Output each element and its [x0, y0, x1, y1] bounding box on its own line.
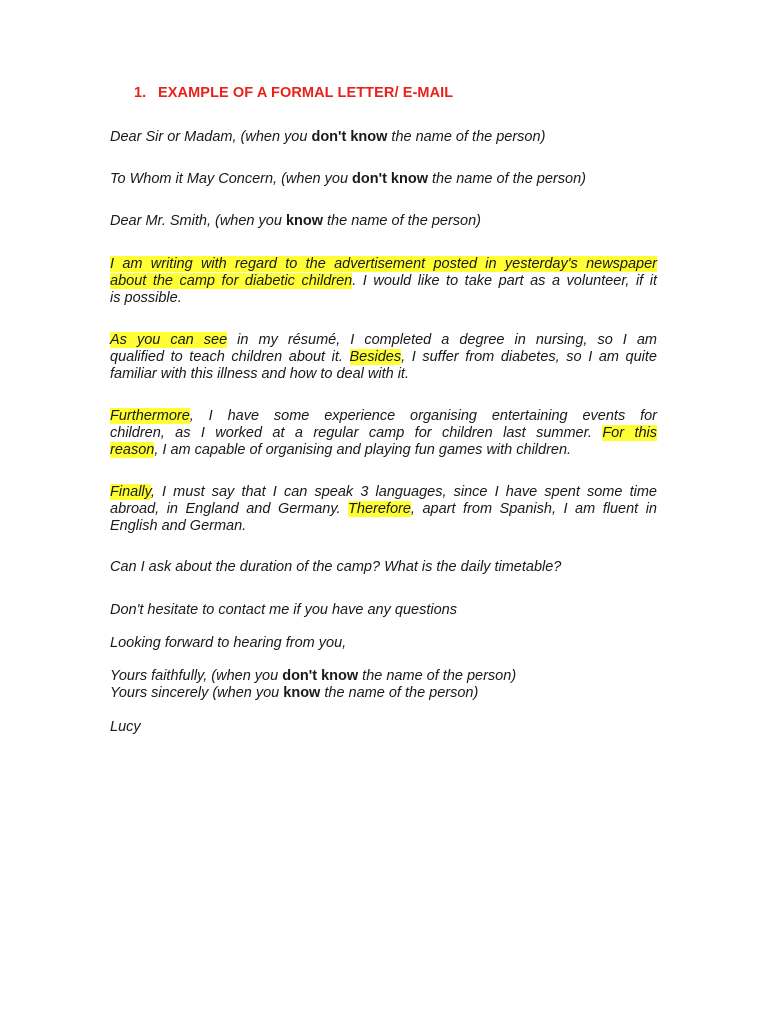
paragraph-intro: I am writing with regard to the advertisement posted in yesterday's newspaper about the camp for diabetic children. I would like to take part as a volunteer, if it is possible. [110, 256, 657, 306]
contact-line: Don't hesitate to contact me if you have any questions [110, 602, 457, 618]
paragraph-qualifications: As you can see in my résumé, I completed a degree in nursing, so I am qualified to teach children about it. Besides, I suffer from diabetes, so I am quite familiar with this illness and how to deal with it. [110, 332, 657, 382]
greeting-whom-it-may-concern: To Whom it May Concern, (when you don't know the name of the person) [110, 171, 586, 187]
greeting-mr-smith: Dear Mr. Smith, (when you know the name of the person) [110, 213, 481, 229]
heading-number: 1. [134, 85, 147, 101]
looking-forward-line: Looking forward to hearing from you, [110, 635, 347, 651]
page-heading [134, 85, 453, 101]
heading-title: EXAMPLE OF A FORMAL LETTER/ E-MAIL [158, 85, 454, 101]
closing-faithfully: Yours faithfully, (when you don't know the name of the person) [110, 668, 517, 684]
signature: Lucy [110, 719, 141, 735]
paragraph-experience: Furthermore, I have some experience organising entertaining events for children, as I worked at a regular camp for children last summer. For this reason, I am capable of organising and playing fun games with children. [110, 408, 658, 458]
closing-sincerely: Yours sincerely (when you know the name of the person) [110, 685, 479, 701]
question-line: Can I ask about the duration of the camp? What is the daily timetable? [110, 559, 562, 575]
greeting-sir-madam: Dear Sir or Madam, (when you don't know the name of the person) [110, 129, 546, 145]
paragraph-languages: Finally, I must say that I can speak 3 languages, since I have spent some time abroad, in England and Germany. Therefore, apart from Spanish, I am fluent in English and German. [110, 484, 657, 534]
